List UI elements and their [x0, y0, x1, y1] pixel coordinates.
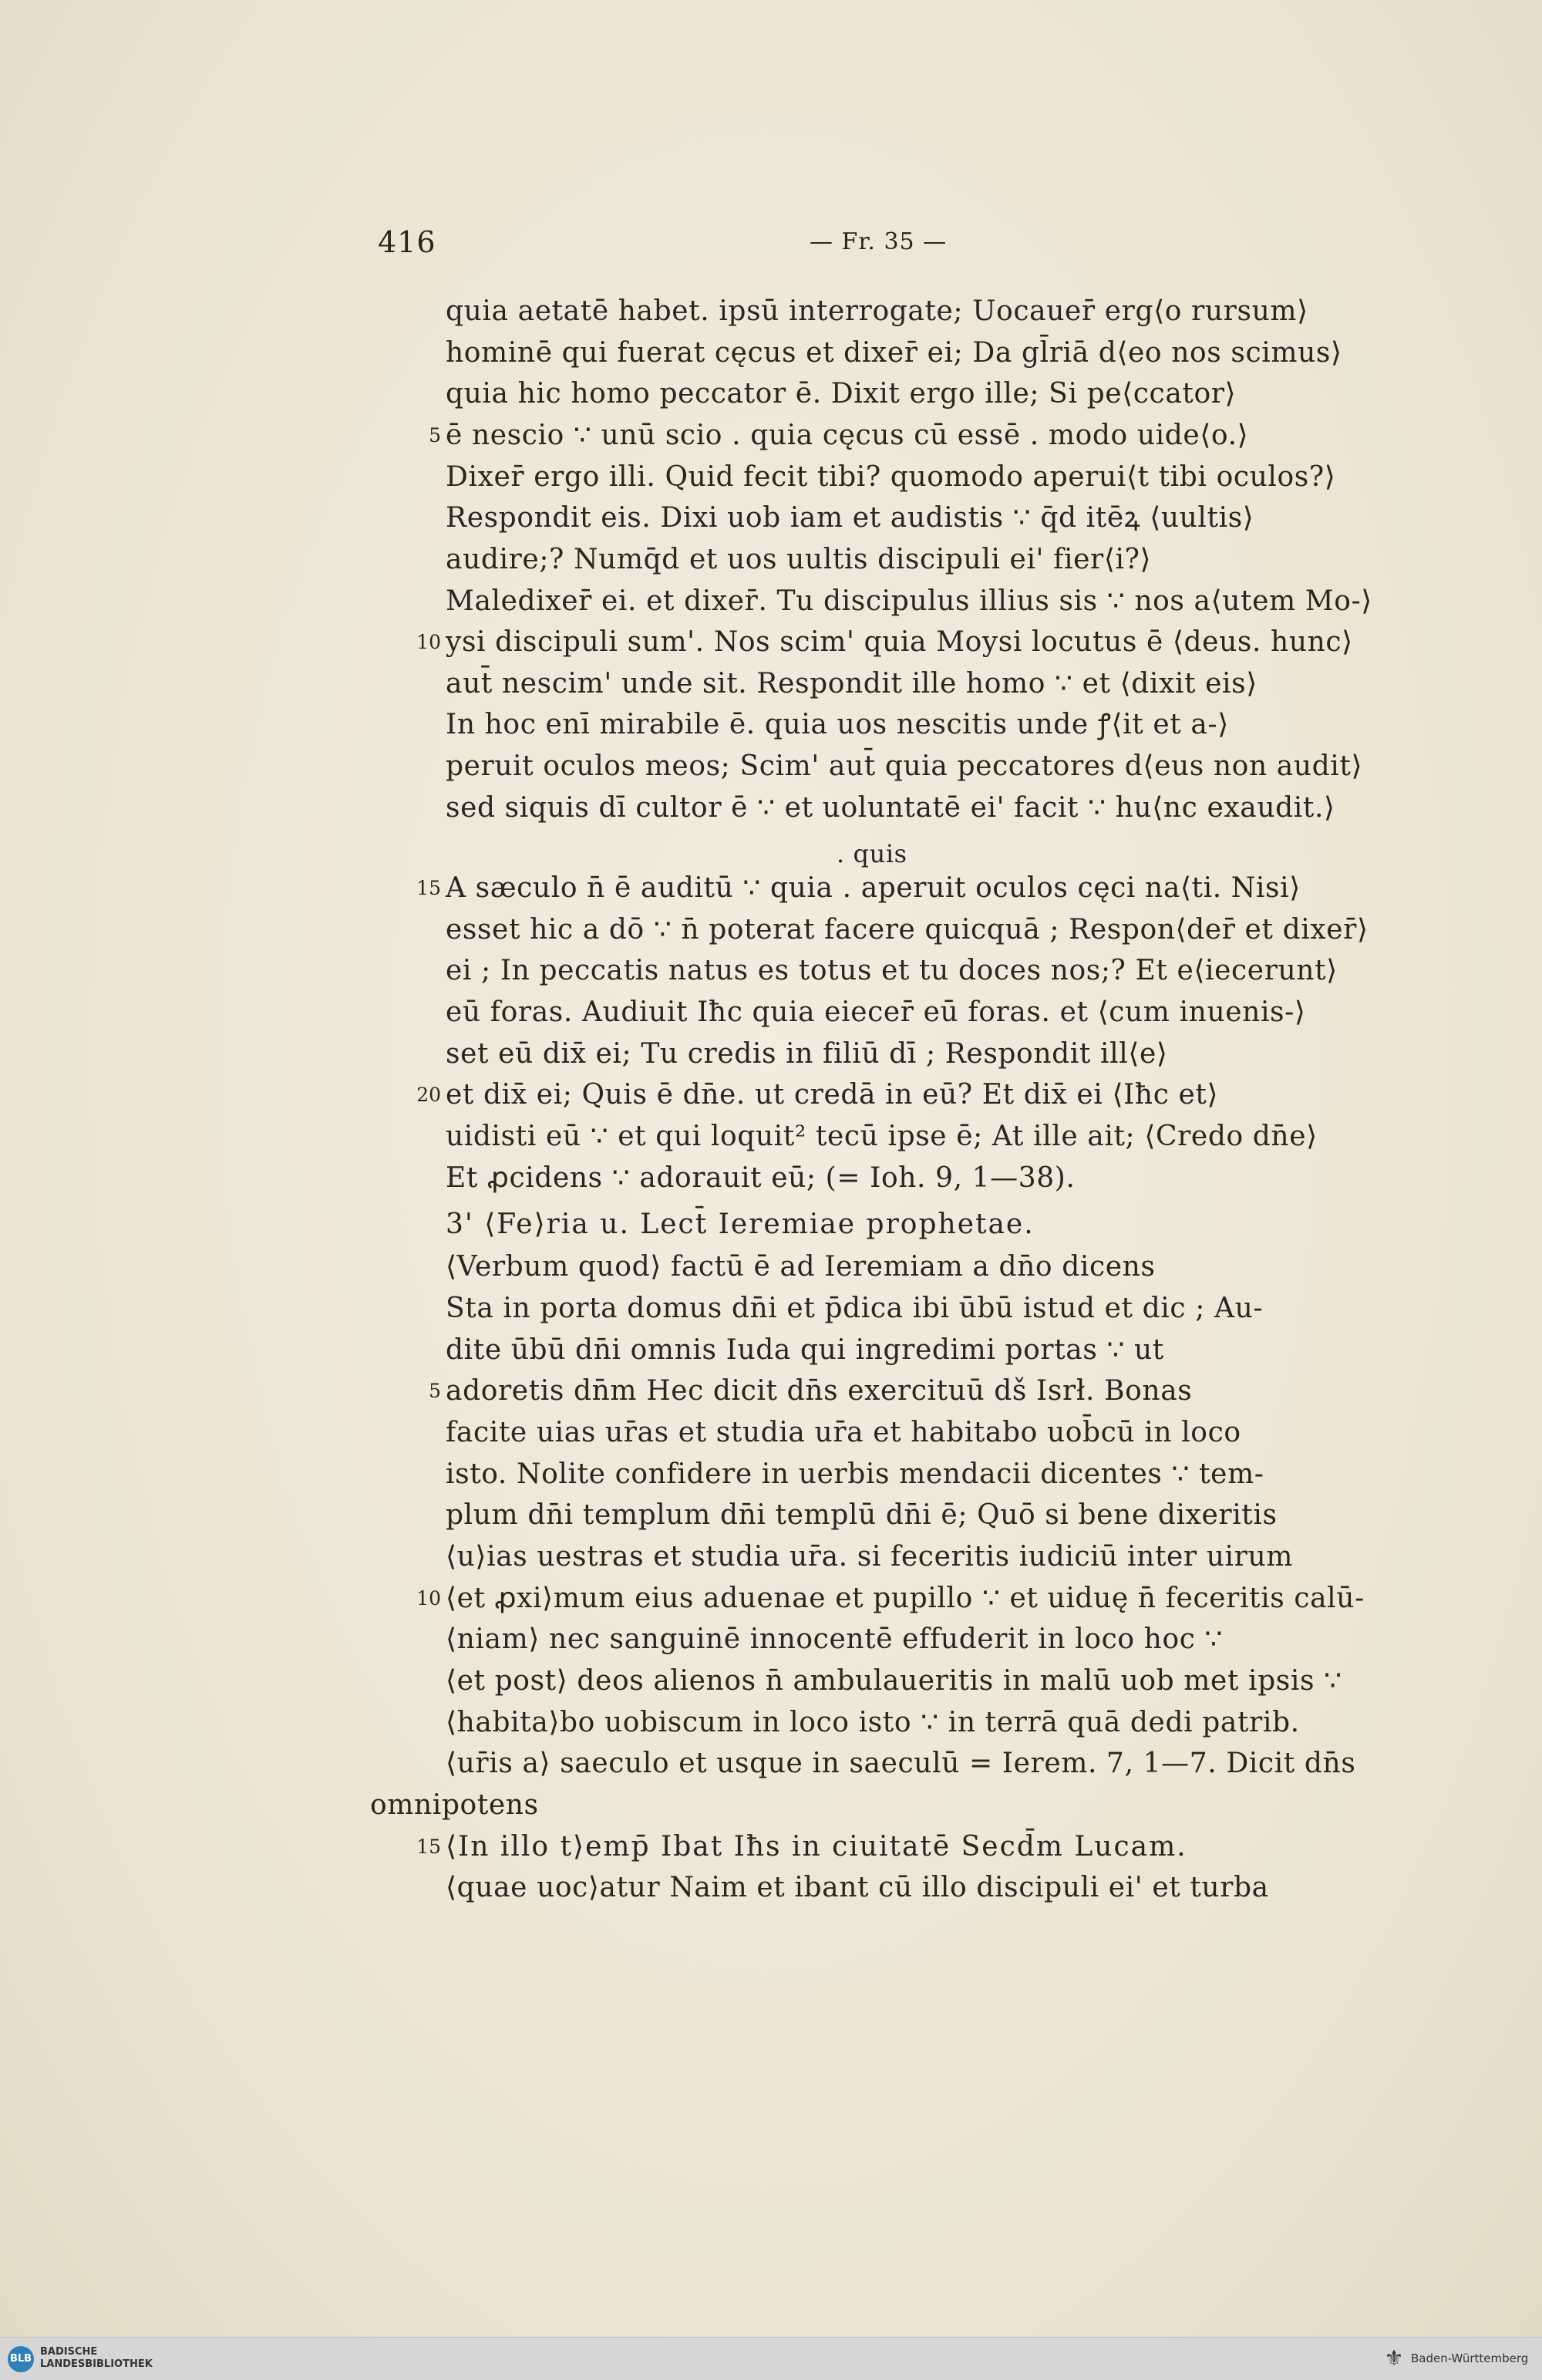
- line-number: 10: [416, 1587, 441, 1610]
- text-line: ⟨In illo t⟩emp̄ Ibat Iħs in ciuitatē Secd̄m Lucam.: [446, 1831, 1187, 1863]
- text-line: ⟨Verbum quod⟩ factū ē ad Ieremiam a dn̄o dicens: [446, 1251, 1156, 1283]
- text-line: Dixer̄ ergo illi. Quid fecit tibi? quomodo aperui⟨t tibi oculos?⟩: [446, 461, 1336, 493]
- text-line: hominē qui fuerat cęcus et dixer̄ ei; Da gl̄riā d⟨eo nos scimus⟩: [446, 337, 1342, 369]
- text-line: ē nescio ∵ unū scio . quia cęcus cū essē . modo uide⟨o.⟩: [446, 420, 1249, 451]
- text-line: aut̄ nescim' unde sit. Respondit ille homo ∵ et ⟨dixit eis⟩: [446, 668, 1258, 700]
- text-line: omnipotens: [370, 1789, 539, 1821]
- text-line: Et ꝓcidens ∵ adorauit eū; (= Ioh. 9, 1—38).: [446, 1162, 1076, 1194]
- text-line: plum dn̄i templum dn̄i templū dn̄i ē; Quō si bene dixeritis: [446, 1499, 1278, 1531]
- running-head: — Fr. 35 —: [810, 228, 948, 255]
- text-line: ⟨u⟩ias uestras et studia ur̄a. si feceritis iudiciū inter uirum: [446, 1541, 1294, 1573]
- text-line: ysi discipuli sum'. Nos scim' quia Moysi locutus ē ⟨deus. hunc⟩: [446, 626, 1353, 658]
- library-name: BADISCHE LANDESBIBLIOTHEK: [40, 2346, 153, 2370]
- text-line: ⟨habita⟩bo uobiscum in loco isto ∵ in terrā quā dedi patrib.: [446, 1707, 1300, 1738]
- page-number: 416: [378, 225, 436, 259]
- text-line: facite uias ur̄as et studia ur̄a et habitabo uob̄cū in loco: [446, 1417, 1241, 1448]
- blb-logo-icon[interactable]: BLB: [8, 2346, 34, 2372]
- text-line: isto. Nolite confidere in uerbis mendacii dicentes ∵ tem-: [446, 1458, 1264, 1490]
- text-line: uidisti eū ∵ et qui loquit² tecū ipse ē; At ille ait; ⟨Credo dn̄e⟩: [446, 1121, 1318, 1152]
- state-name: Baden-Württemberg: [1411, 2351, 1529, 2365]
- text-line: quia aetatē habet. ipsū interrogate; Uocauer̄ erg⟨o rursum⟩: [446, 295, 1308, 327]
- text-line: quia hic homo peccator ē. Dixit ergo ille; Si pe⟨ccator⟩: [446, 378, 1237, 410]
- line-number: 20: [416, 1084, 441, 1106]
- text-line: et dix̄ ei; Quis ē dn̄e. ut credā in eū? Et dix̄ ei ⟨Iħc et⟩: [446, 1079, 1219, 1111]
- interlinear-gloss: . quis: [837, 839, 907, 868]
- text-line: sed siquis dī cultor ē ∵ et uoluntatē ei' facit ∵ hu⟨nc exaudit.⟩: [446, 792, 1335, 824]
- text-line: dite ūbū dn̄i omnis Iuda qui ingredimi portas ∵ ut: [446, 1334, 1164, 1366]
- text-line: In hoc enī mirabile ē. quia uos nescitis unde ꝭ⟨it et a-⟩: [446, 709, 1229, 740]
- line-number: 15: [416, 877, 441, 899]
- text-line: adoretis dn̄m Hec dicit dn̄s exercituū dš Isrł. Bonas: [446, 1375, 1193, 1407]
- text-line: esset hic a dō ∵ n̄ poterat facere quicquā ; Respon⟨der̄ et dixer̄⟩: [446, 914, 1369, 946]
- viewer-footer: [0, 2337, 1542, 2380]
- line-number: 5: [429, 1380, 441, 1402]
- line-number: 10: [416, 631, 441, 653]
- text-line: set eū dix̄ ei; Tu credis in filiū dī ; Respondit ill⟨e⟩: [446, 1038, 1168, 1070]
- coat-of-arms-icon: ⚜: [1384, 2345, 1404, 2371]
- text-line: ⟨quae uoc⟩atur Naim et ibant cū illo discipuli ei' et turba: [446, 1872, 1269, 1903]
- text-line: A sæculo n̄ ē auditū ∵ quia . aperuit oculos cęci na⟨ti. Nisi⟩: [446, 872, 1301, 904]
- line-number: 5: [429, 424, 441, 447]
- text-line: Respondit eis. Dixi uob iam et audistis ∵ q̄d itēꝝ ⟨uultis⟩: [446, 502, 1254, 534]
- text-line: ⟨ur̄is a⟩ saeculo et usque in saeculū = Ierem. 7, 1—7. Dicit dn̄s: [446, 1748, 1356, 1779]
- text-line: ⟨et ꝓxi⟩mum eius aduenae et pupillo ∵ et uiduę n̄ feceritis calū-: [446, 1583, 1365, 1614]
- text-line: eū foras. Audiuit Iħc quia eiecer̄ eū foras. et ⟨cum inuenis-⟩: [446, 996, 1306, 1028]
- text-line: Sta in porta domus dn̄i et p̄dica ibi ūbū istud et dic ; Au-: [446, 1293, 1264, 1324]
- text-line: Maledixer̄ ei. et dixer̄. Tu discipulus illius sis ∵ nos a⟨utem Mo-⟩: [446, 585, 1372, 617]
- text-line: ⟨niam⟩ nec sanguinē innocentē effuderit in loco hoc ∵: [446, 1623, 1224, 1655]
- text-line: ⟨et post⟩ deos alienos n̄ ambulaueritis in malū uob met ipsis ∵: [446, 1665, 1342, 1697]
- text-line: ei ; In peccatis natus es totus et tu doces nos;? Et e⟨iecerunt⟩: [446, 955, 1338, 986]
- section-heading: 3' ⟨Fe⟩ria u. Lect̄ Ieremiae prophetae.: [446, 1209, 1035, 1240]
- line-number: 15: [416, 1836, 441, 1858]
- text-line: peruit oculos meos; Scim' aut̄ quia peccatores d⟨eus non audit⟩: [446, 750, 1363, 782]
- text-line: audire;? Numq̄d et uos uultis discipuli ei' fier⟨i?⟩: [446, 544, 1152, 575]
